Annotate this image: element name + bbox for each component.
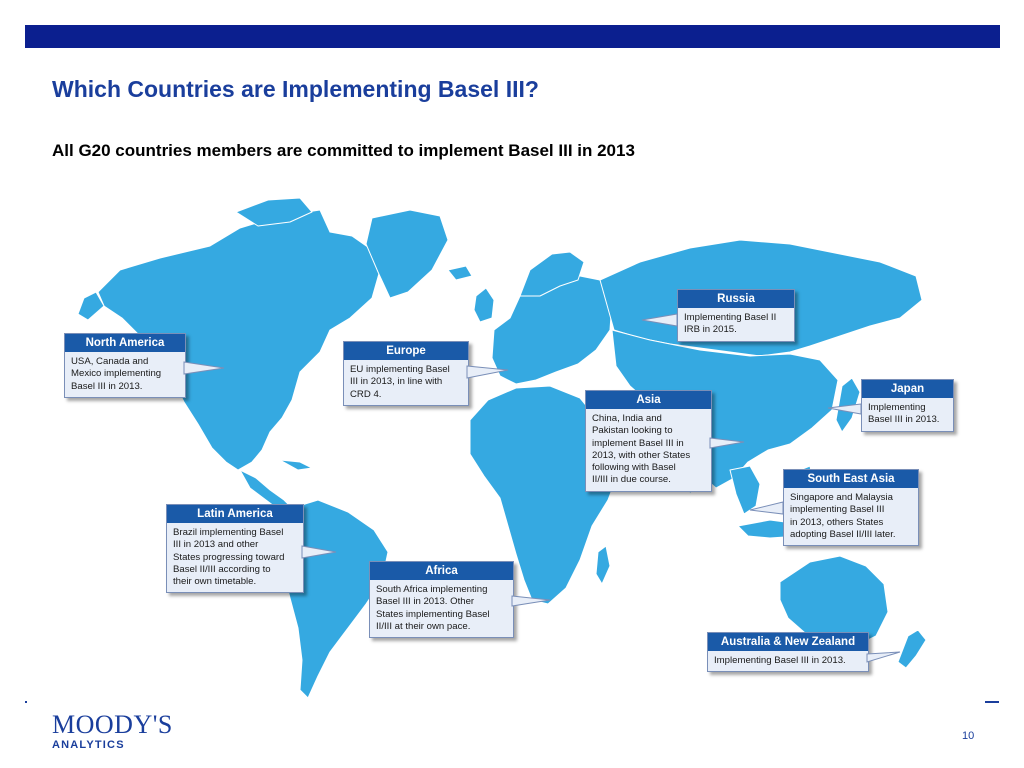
callout-africa [369,561,514,638]
callout-title: Russia [678,290,794,308]
callout-asia [585,390,712,492]
japan-islands [836,378,860,432]
callout-body: South Africa implementing Basel III in 2013. Other States implementing Basel II/III at their own pace. [376,584,490,632]
callout-russia [677,289,795,342]
logo-subtitle: ANALYTICS [52,739,125,751]
callout-title: North America [65,334,185,352]
callout-title: Latin America [167,505,303,523]
callout-japan [861,379,954,432]
callout-title: South East Asia [784,470,918,488]
callout-body: China, India and Pakistan looking to implement Basel III in 2013, with other States following with Basel II/III in due course. [592,413,691,486]
callout-title: Europe [344,342,468,360]
southeast-asia-landmass [730,466,760,514]
callout-body: Implementing Basel III in 2013. [868,402,940,426]
callout-south-east-asia [783,469,919,546]
callout-body: Implementing Basel II IRB in 2015. [684,312,777,336]
caribbean-islands [280,460,312,470]
callout-body: Brazil implementing Basel III in 2013 and other States progressing toward Basel II/III according to their own timetable. [173,527,285,588]
callout-title: Australia & New Zealand [708,633,868,651]
footer-dot [25,701,27,703]
callout-europe [343,341,469,406]
new-zealand-islands [898,630,926,668]
page-title: Which Countries are Implementing Basel III? [52,76,539,102]
callout-title: Asia [586,391,711,409]
madagascar-landmass [596,546,610,584]
callout-north-america [64,333,186,398]
callout-latin-america [166,504,304,593]
callout-title: Africa [370,562,513,580]
page-number: 10 [962,730,975,742]
footer-dash [985,701,999,703]
greenland-landmass [366,210,448,298]
callout-body: Singapore and Malaysia implementing Basel III in 2013, others States adopting Basel II/III later. [790,492,896,540]
iceland-landmass [448,266,472,280]
callout-body: Implementing Basel III in 2013. [714,655,846,666]
uk-landmass [474,288,494,322]
moodys-analytics-logo [52,711,173,752]
callout-body: USA, Canada and Mexico implementing Basel III in 2013. [71,356,162,392]
callout-australia-new-zealand [707,632,869,672]
callout-title: Japan [862,380,953,398]
callout-body: EU implementing Basel III in 2013, in line with CRD 4. [350,364,450,400]
logo-wordmark: MOODY'S [52,710,173,739]
page-subtitle: All G20 countries members are committed to implement Basel III in 2013 [52,141,635,160]
